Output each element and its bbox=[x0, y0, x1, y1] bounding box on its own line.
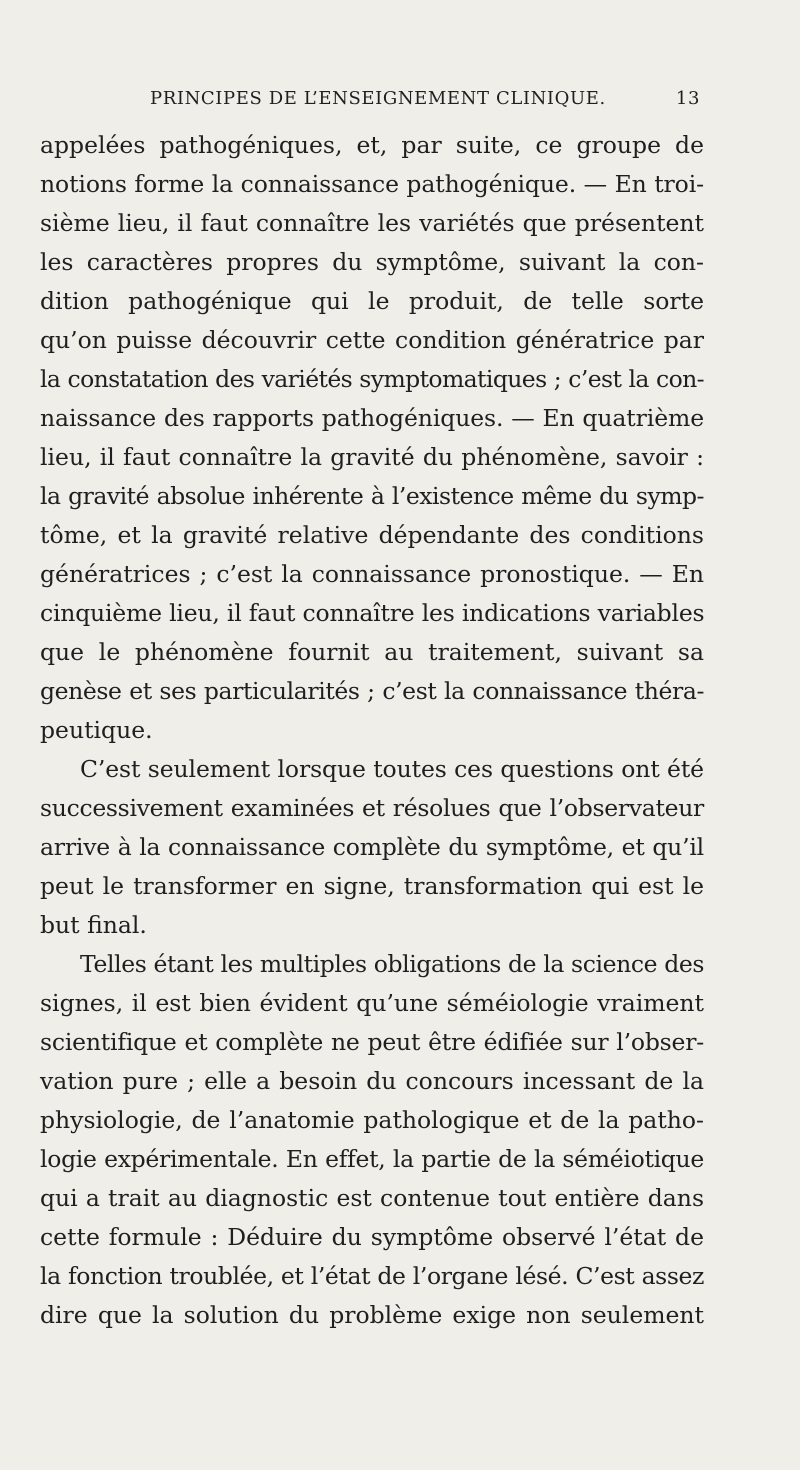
text-line: naissance des rapports pathogéniques. — En quatrième bbox=[40, 404, 704, 432]
text-line: scientifique et complète ne peut être édifiée sur l’obser- bbox=[40, 1028, 704, 1056]
text-line: la fonction troublée, et l’état de l’organe lésé. C’est assez bbox=[40, 1262, 704, 1290]
text-line: peutique. bbox=[40, 716, 153, 744]
text-line: les caractères propres du symptôme, suivant la con- bbox=[40, 248, 704, 276]
text-line: genèse et ses particularités ; c’est la connaissance théra- bbox=[40, 677, 704, 705]
body-text bbox=[40, 126, 704, 1335]
paragraph bbox=[40, 126, 704, 750]
text-line: cette formule : Déduire du symptôme observé l’état de bbox=[40, 1223, 704, 1251]
text-line: arrive à la connaissance complète du symptôme, et qu’il bbox=[40, 833, 704, 861]
text-line: génératrices ; c’est la connaissance pronostique. — En bbox=[40, 560, 704, 588]
text-line: que le phénomène fournit au traitement, suivant sa bbox=[40, 638, 704, 666]
text-line: vation pure ; elle a besoin du concours incessant de la bbox=[40, 1067, 704, 1095]
running-title: PRINCIPES DE L’ENSEIGNEMENT CLINIQUE. bbox=[150, 88, 606, 109]
text-line: qui a trait au diagnostic est contenue tout entière dans bbox=[40, 1184, 704, 1212]
page-number: 13 bbox=[675, 88, 700, 109]
text-line: qu’on puisse découvrir cette condition génératrice par bbox=[40, 326, 704, 354]
text-line: la constatation des variétés symptomatiques ; c’est la con- bbox=[40, 365, 704, 393]
text-line: cinquième lieu, il faut connaître les indications variables bbox=[40, 599, 705, 627]
text-line: dire que la solution du problème exige non seulement bbox=[40, 1301, 704, 1329]
text-line: la gravité absolue inhérente à l’existence même du symp- bbox=[40, 482, 704, 510]
text-line: lieu, il faut connaître la gravité du phénomène, savoir : bbox=[40, 443, 704, 471]
running-head bbox=[150, 88, 700, 112]
text-line: notions forme la connaissance pathogénique. — En troi- bbox=[40, 170, 704, 198]
text-line: dition pathogénique qui le produit, de telle sorte bbox=[40, 287, 704, 315]
text-line: physiologie, de l’anatomie pathologique et de la patho- bbox=[40, 1106, 704, 1134]
text-line: C’est seulement lorsque toutes ces questions ont été bbox=[80, 755, 704, 783]
text-line: sième lieu, il faut connaître les variétés que présentent bbox=[40, 209, 704, 237]
text-line: but final. bbox=[40, 911, 147, 939]
text-line: successivement examinées et résolues que l’observateur bbox=[40, 794, 704, 822]
text-line: logie expérimentale. En effet, la partie de la séméiotique bbox=[40, 1145, 704, 1173]
text-line: peut le transformer en signe, transformation qui est le bbox=[40, 872, 704, 900]
paragraph bbox=[40, 945, 704, 1335]
paragraph bbox=[40, 750, 704, 945]
text-line: appelées pathogéniques, et, par suite, ce groupe de bbox=[40, 131, 704, 159]
text-line: Telles étant les multiples obligations de la science des bbox=[80, 950, 704, 978]
text-line: signes, il est bien évident qu’une séméiologie vraiment bbox=[40, 989, 704, 1017]
text-line: tôme, et la gravité relative dépendante des conditions bbox=[40, 521, 704, 549]
